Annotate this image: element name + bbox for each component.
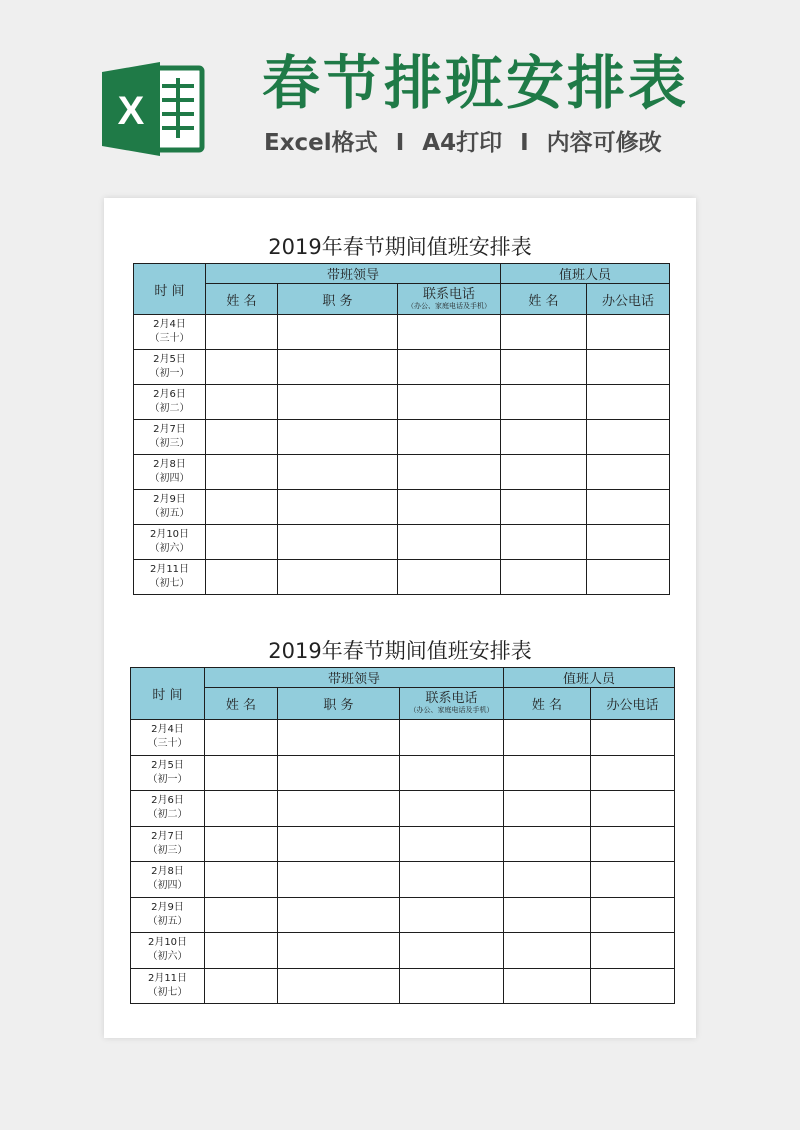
table-title: 2019年春节期间值班安排表 <box>268 235 532 259</box>
subtitle-item-print: A4打印 <box>422 130 503 156</box>
col-contact-note: （办公、家庭电话及手机） <box>407 301 491 310</box>
table-row <box>131 826 675 862</box>
duty-name-cell[interactable] <box>504 791 591 827</box>
date-label: 2月9日 <box>151 901 184 913</box>
leader-position-cell[interactable] <box>278 385 398 420</box>
lunar-label: （初一） <box>147 773 188 785</box>
duty-phone-cell[interactable] <box>587 525 670 560</box>
leader-position-cell[interactable] <box>278 933 400 969</box>
leader-position-cell[interactable] <box>278 315 398 350</box>
date-cell <box>134 350 206 385</box>
duty-phone-cell[interactable] <box>591 791 675 827</box>
table-row <box>131 862 675 898</box>
table-row <box>134 490 670 525</box>
leader-position-cell[interactable] <box>278 720 400 756</box>
lunar-label: （初四） <box>149 473 190 484</box>
duty-name-cell[interactable] <box>504 755 591 791</box>
leader-name-cell[interactable] <box>205 933 278 969</box>
table-row <box>131 720 675 756</box>
subtitle-item-editable: 内容可修改 <box>546 130 662 156</box>
duty-phone-cell[interactable] <box>587 315 670 350</box>
col-contact-label: 联系电话 <box>425 691 478 706</box>
duty-name-cell[interactable] <box>501 490 587 525</box>
duty-phone-cell[interactable] <box>591 826 675 862</box>
duty-phone-cell[interactable] <box>587 350 670 385</box>
duty-group-header: 值班人员 <box>504 668 675 688</box>
date-label: 2月5日 <box>153 354 186 365</box>
subtitle <box>264 126 662 160</box>
lunar-label: （初一） <box>149 368 190 379</box>
date-cell <box>131 933 205 969</box>
leader-name-cell[interactable] <box>206 315 278 350</box>
leader-position-cell[interactable] <box>278 826 400 862</box>
duty-name-cell[interactable] <box>501 455 587 490</box>
date-label: 2月11日 <box>147 972 188 984</box>
duty-name-cell[interactable] <box>501 315 587 350</box>
leader-contact-cell[interactable] <box>398 490 501 525</box>
duty-name-cell[interactable] <box>504 720 591 756</box>
leader-position-cell[interactable] <box>278 968 400 1004</box>
date-cell <box>134 315 206 350</box>
date-cell <box>134 385 206 420</box>
date-cell <box>131 826 205 862</box>
lunar-label: （初五） <box>147 915 188 927</box>
duty-phone-cell[interactable] <box>591 755 675 791</box>
lunar-label: （初三） <box>149 438 190 449</box>
date-label: 2月5日 <box>151 759 184 771</box>
duty-group-header: 值班人员 <box>501 264 670 284</box>
col-position-header: 职 务 <box>278 284 398 315</box>
table-row <box>131 968 675 1004</box>
date-cell <box>134 525 206 560</box>
time-header: 时 间 <box>131 668 205 720</box>
leader-contact-cell[interactable] <box>400 755 504 791</box>
col-duty-name-header: 姓 名 <box>504 688 591 720</box>
leader-position-cell[interactable] <box>278 490 398 525</box>
date-label: 2月4日 <box>153 319 186 330</box>
lunar-label: （三十） <box>149 333 190 344</box>
logo-letter: X <box>117 89 145 133</box>
leader-contact-cell[interactable] <box>398 525 501 560</box>
leader-contact-cell[interactable] <box>400 862 504 898</box>
subtitle-separator: I <box>395 130 405 156</box>
leader-position-cell[interactable] <box>278 897 400 933</box>
date-cell <box>131 897 205 933</box>
leader-name-cell[interactable] <box>205 755 278 791</box>
leader-position-cell[interactable] <box>278 791 400 827</box>
date-label: 2月10日 <box>147 937 188 949</box>
leader-name-cell[interactable] <box>206 455 278 490</box>
duty-phone-cell[interactable] <box>591 720 675 756</box>
table-row <box>134 385 670 420</box>
lunar-label: （初四） <box>147 880 188 892</box>
duty-phone-cell[interactable] <box>587 455 670 490</box>
date-label: 2月8日 <box>151 866 184 878</box>
date-cell <box>134 560 206 595</box>
table-row <box>131 755 675 791</box>
col-name-header: 姓 名 <box>206 284 278 315</box>
subtitle-separator: I <box>520 130 529 156</box>
leader-position-cell[interactable] <box>278 862 400 898</box>
leader-position-cell[interactable] <box>278 455 398 490</box>
duty-phone-cell[interactable] <box>591 897 675 933</box>
schedule-table <box>133 263 670 595</box>
table-row <box>134 525 670 560</box>
date-label: 2月10日 <box>149 529 190 540</box>
date-cell <box>131 862 205 898</box>
col-contact-header <box>398 284 501 315</box>
leader-position-cell[interactable] <box>278 350 398 385</box>
leader-group-header: 带班领导 <box>206 264 501 284</box>
col-contact-header <box>400 688 504 720</box>
lunar-label: （初六） <box>147 951 188 963</box>
date-cell <box>131 720 205 756</box>
col-name-header: 姓 名 <box>205 688 278 720</box>
excel-icon <box>102 62 206 156</box>
leader-contact-cell[interactable] <box>398 385 501 420</box>
subtitle-item-format: Excel格式 <box>264 130 378 156</box>
col-contact-label: 联系电话 <box>422 286 475 302</box>
leader-position-cell[interactable] <box>278 420 398 455</box>
table-title: 2019年春节期间值班安排表 <box>268 639 532 663</box>
duty-name-cell[interactable] <box>504 826 591 862</box>
table-row <box>134 560 670 595</box>
date-label: 2月4日 <box>151 724 184 736</box>
date-cell <box>134 455 206 490</box>
leader-contact-cell[interactable] <box>398 315 501 350</box>
date-cell <box>131 755 205 791</box>
table-row <box>131 897 675 933</box>
lunar-label: （初二） <box>147 809 188 821</box>
leader-name-cell[interactable] <box>206 525 278 560</box>
leader-contact-cell[interactable] <box>400 968 504 1004</box>
table-row <box>134 315 670 350</box>
col-duty-name-header: 姓 名 <box>501 284 587 315</box>
col-office-phone-header: 办公电话 <box>591 688 675 720</box>
duty-name-cell[interactable] <box>504 897 591 933</box>
date-label: 2月6日 <box>151 795 184 807</box>
leader-contact-cell[interactable] <box>398 350 501 385</box>
date-label: 2月7日 <box>153 424 186 435</box>
leader-position-cell[interactable] <box>278 560 398 595</box>
leader-name-cell[interactable] <box>206 560 278 595</box>
duty-phone-cell[interactable] <box>591 968 675 1004</box>
duty-phone-cell[interactable] <box>591 862 675 898</box>
date-label: 2月8日 <box>153 459 186 470</box>
duty-name-cell[interactable] <box>501 525 587 560</box>
duty-phone-cell[interactable] <box>587 490 670 525</box>
duty-name-cell[interactable] <box>501 560 587 595</box>
table-row <box>131 933 675 969</box>
duty-phone-cell[interactable] <box>587 385 670 420</box>
lunar-label: （初五） <box>149 508 190 519</box>
duty-phone-cell[interactable] <box>587 420 670 455</box>
date-label: 2月11日 <box>149 564 190 575</box>
lunar-label: （三十） <box>147 738 188 750</box>
duty-name-cell[interactable] <box>504 933 591 969</box>
lunar-label: （初二） <box>149 403 190 414</box>
date-label: 2月9日 <box>153 494 186 505</box>
leader-name-cell[interactable] <box>205 968 278 1004</box>
duty-phone-cell[interactable] <box>587 560 670 595</box>
lunar-label: （初三） <box>147 844 188 856</box>
leader-contact-cell[interactable] <box>398 560 501 595</box>
leader-name-cell[interactable] <box>206 350 278 385</box>
table-row <box>131 791 675 827</box>
leader-contact-cell[interactable] <box>400 791 504 827</box>
date-label: 2月6日 <box>153 389 186 400</box>
duty-phone-cell[interactable] <box>591 933 675 969</box>
leader-contact-cell[interactable] <box>398 420 501 455</box>
leader-name-cell[interactable] <box>205 862 278 898</box>
leader-name-cell[interactable] <box>205 826 278 862</box>
col-contact-note: （办公、家庭电话及手机） <box>409 706 494 714</box>
duty-name-cell[interactable] <box>504 862 591 898</box>
leader-contact-cell[interactable] <box>400 933 504 969</box>
table-row <box>134 455 670 490</box>
leader-group-header: 带班领导 <box>205 668 504 688</box>
duty-name-cell[interactable] <box>501 350 587 385</box>
leader-contact-cell[interactable] <box>398 455 501 490</box>
page-title: 春节排班安排表 <box>262 49 690 117</box>
table-row <box>134 420 670 455</box>
leader-contact-cell[interactable] <box>400 897 504 933</box>
leader-name-cell[interactable] <box>206 420 278 455</box>
date-cell <box>131 968 205 1004</box>
lunar-label: （初六） <box>149 543 190 554</box>
leader-position-cell[interactable] <box>278 755 400 791</box>
lunar-label: （初七） <box>149 578 190 589</box>
time-header: 时 间 <box>134 264 206 315</box>
date-cell <box>134 420 206 455</box>
duty-name-cell[interactable] <box>501 420 587 455</box>
table-row <box>134 350 670 385</box>
col-office-phone-header: 办公电话 <box>587 284 670 315</box>
leader-name-cell[interactable] <box>205 720 278 756</box>
leader-name-cell[interactable] <box>205 897 278 933</box>
date-cell <box>131 791 205 827</box>
col-position-header: 职 务 <box>278 688 400 720</box>
duty-name-cell[interactable] <box>504 968 591 1004</box>
leader-name-cell[interactable] <box>206 385 278 420</box>
leader-contact-cell[interactable] <box>400 720 504 756</box>
schedule-table <box>130 667 675 1004</box>
leader-name-cell[interactable] <box>206 490 278 525</box>
lunar-label: （初七） <box>147 986 188 998</box>
leader-position-cell[interactable] <box>278 525 398 560</box>
duty-name-cell[interactable] <box>501 385 587 420</box>
leader-name-cell[interactable] <box>205 791 278 827</box>
date-label: 2月7日 <box>151 830 184 842</box>
date-cell <box>134 490 206 525</box>
leader-contact-cell[interactable] <box>400 826 504 862</box>
